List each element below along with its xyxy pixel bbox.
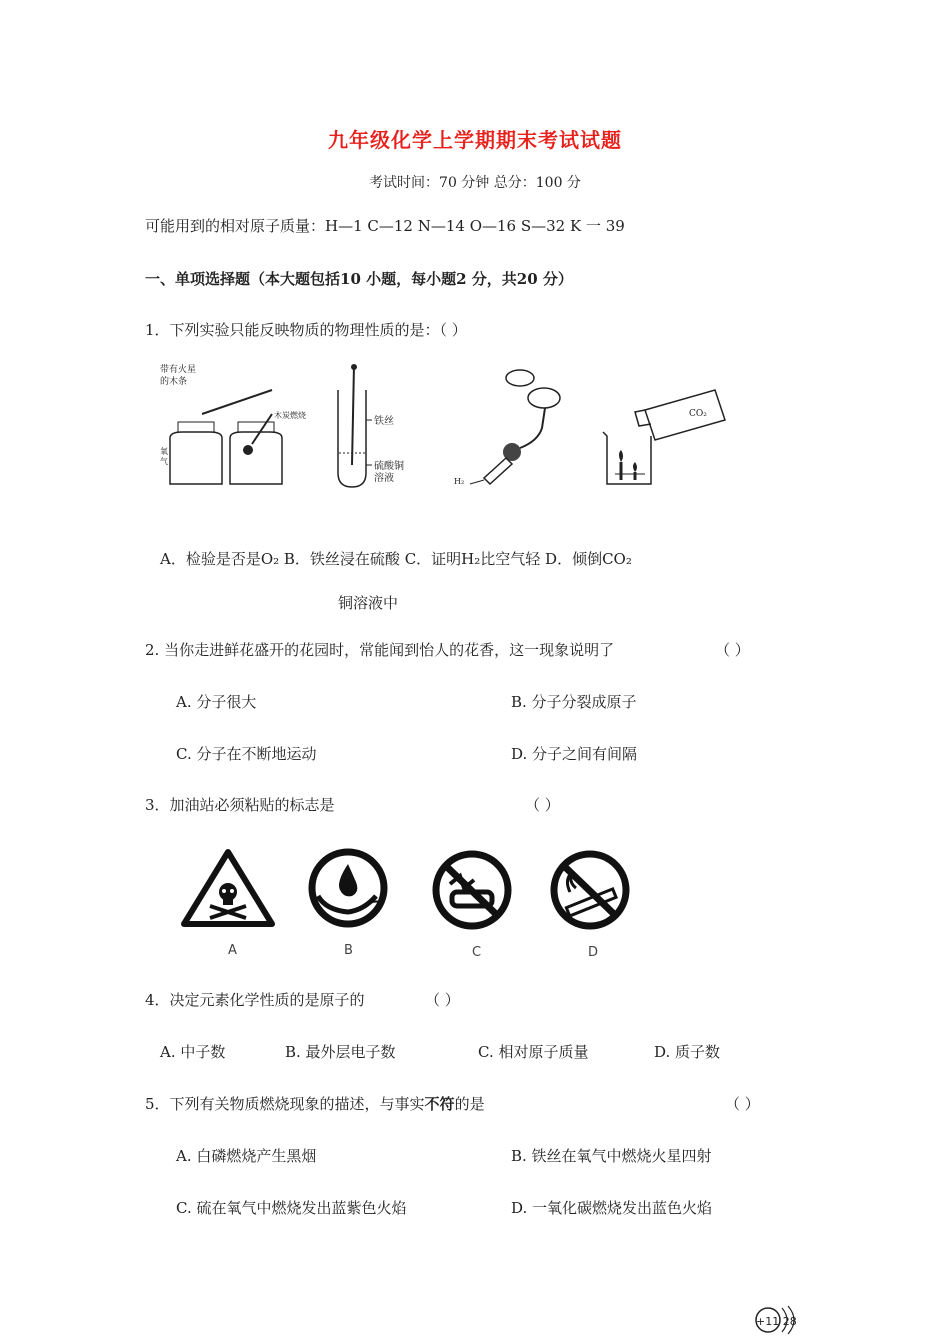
question-5-bracket: （ ）	[725, 1095, 760, 1113]
question-4-bracket: （ ）	[425, 991, 460, 1009]
fig-a-label-5: 木炭燃烧	[274, 411, 306, 420]
corner-mark-icon	[752, 1304, 808, 1334]
question-5-stem	[145, 1093, 485, 1114]
question-4-stem: 4．决定元素化学性质的是原子的	[145, 991, 365, 1009]
page-title: 九年级化学上学期期末考试试题	[328, 128, 622, 152]
question-2-option-d: D. 分子之间有间隔	[511, 745, 638, 763]
question-2-bracket: （ ）	[715, 641, 750, 659]
question-4-option-d: D. 质子数	[654, 1043, 721, 1061]
figure-oxygen-test	[160, 362, 306, 492]
figure-hydrogen-bubbles	[450, 366, 570, 491]
question-4-option-a: A. 中子数	[160, 1043, 226, 1061]
question-5-stem-emphasis: 不符	[424, 1095, 455, 1113]
figure-iron-wire-test-tube	[330, 365, 420, 490]
fig-a-label-2: 的木条	[160, 377, 188, 387]
sign-no-smoking-icon	[548, 848, 632, 932]
question-2-stem: 2. 当你走进鲜花盛开的花园时，常能闻到怡人的花香，这一现象说明了	[145, 641, 615, 659]
sign-label-b: B	[344, 943, 353, 958]
question-1-options: A．检验是否是O₂ B．铁丝浸在硫酸 C．证明H₂比空气轻 D．倾倒CO₂	[160, 550, 632, 568]
question-3-stem: 3．加油站必须粘贴的标志是	[145, 796, 335, 814]
sign-label-a: A	[228, 943, 237, 958]
sign-toxic-icon	[180, 848, 276, 928]
fig-d-label-1: CO₂	[689, 409, 707, 419]
fig-c-label-1: H₂	[454, 477, 465, 486]
fig-a-label-4: 气	[160, 457, 168, 466]
fig-b-label-1: 铁丝	[374, 416, 394, 427]
section-heading: 一、单项选择题（本大题包括10 小题，每小题2 分，共20 分）	[145, 270, 573, 288]
question-5-option-d: D. 一氧化碳燃烧发出蓝色火焰	[511, 1199, 713, 1217]
exam-info: 考试时间：70 分钟 总分：100 分	[369, 175, 581, 191]
fig-a-label-3: 氧	[160, 447, 168, 456]
atomic-masses: 可能用到的相对原子质量：H—1 C—12 N—14 O—16 S—32 K 一 39	[145, 217, 625, 235]
question-5-option-a: A. 白磷燃烧产生黑烟	[176, 1147, 317, 1165]
fig-a-label-1: 带有火星	[160, 365, 197, 375]
question-1-options-continued: 铜溶液中	[338, 594, 399, 612]
question-2-option-b: B. 分子分裂成原子	[511, 693, 637, 711]
question-2-option-c: C. 分子在不断地运动	[176, 745, 317, 763]
question-5-option-b: B. 铁丝在氧气中燃烧火星四射	[511, 1147, 712, 1165]
sign-no-open-flame-icon	[430, 848, 514, 932]
question-4-option-c: C. 相对原子质量	[478, 1043, 589, 1061]
fig-b-label-2: 硫酸铜	[374, 461, 404, 472]
sign-label-c: C	[472, 945, 482, 960]
corner-mark-text: +11 28	[756, 1315, 797, 1328]
question-4-option-b: B. 最外层电子数	[285, 1043, 396, 1061]
question-3-bracket: （ ）	[525, 796, 560, 814]
question-5-stem-pre: 5．下列有关物质燃烧现象的描述，与事实	[145, 1095, 425, 1113]
question-5-stem-post: 的是	[454, 1095, 485, 1113]
fig-b-label-3: 溶液	[374, 473, 394, 484]
question-1-stem: 1．下列实验只能反映物质的物理性质的是：（ ）	[145, 321, 467, 339]
figure-pouring-co2	[595, 380, 735, 490]
question-2-option-a: A. 分子很大	[176, 693, 257, 711]
sign-drip-icon	[306, 846, 390, 930]
sign-label-d: D	[588, 945, 599, 960]
question-5-option-c: C. 硫在氧气中燃烧发出蓝紫色火焰	[176, 1199, 407, 1217]
